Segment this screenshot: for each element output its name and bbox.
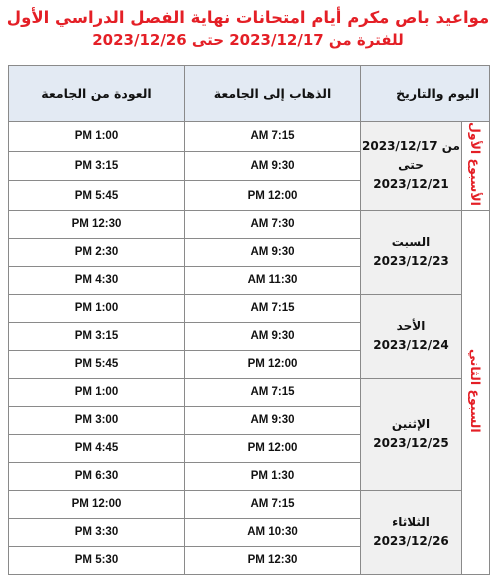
header-from-university: العودة من الجامعة	[9, 66, 185, 122]
day-line: السبت	[391, 235, 431, 250]
date-line: 2023/12/26	[373, 534, 449, 549]
return-time: 4:45 PM	[9, 434, 185, 462]
departure-time: 9:30 AM	[185, 238, 361, 266]
day-date-cell	[361, 122, 462, 211]
departure-time: 12:00 PM	[185, 434, 361, 462]
departure-time: 10:30 AM	[185, 518, 361, 546]
page-title: مواعيد باص مكرم أيام امتحانات نهاية الفصل الدراسي الأول	[6, 8, 490, 27]
day-date-cell	[361, 378, 462, 490]
bus-schedule-table	[8, 65, 490, 575]
week-label: الأسبوع الأول	[468, 122, 483, 206]
week-label: السبوع الثاني	[468, 348, 483, 433]
date-line: 2023/12/24	[373, 338, 449, 353]
return-time: 3:00 PM	[9, 406, 185, 434]
departure-time: 1:30 PM	[185, 462, 361, 490]
departure-time: 7:15 AM	[185, 378, 361, 406]
day-date-cell	[361, 210, 462, 294]
departure-time: 9:30 AM	[185, 151, 361, 181]
table-row	[9, 122, 490, 152]
page-subtitle: للفترة من 2023/12/17 حتى 2023/12/26	[92, 31, 404, 49]
departure-time: 9:30 AM	[185, 406, 361, 434]
departure-time: 9:30 AM	[185, 322, 361, 350]
return-time: 3:30 PM	[9, 518, 185, 546]
day-line: الإثنين	[391, 417, 431, 432]
return-time: 5:45 PM	[9, 350, 185, 378]
return-time: 1:00 PM	[9, 294, 185, 322]
return-time: 5:30 PM	[9, 546, 185, 574]
day-date-cell	[361, 490, 462, 574]
week-label-cell	[462, 210, 490, 574]
day-line: من 2023/12/17	[362, 139, 460, 154]
departure-time: 7:15 AM	[185, 490, 361, 518]
date-line: 2023/12/23	[373, 254, 449, 269]
return-time: 12:30 PM	[9, 210, 185, 238]
departure-time: 12:30 PM	[185, 546, 361, 574]
return-time: 2:30 PM	[9, 238, 185, 266]
departure-time: 11:30 AM	[185, 266, 361, 294]
departure-time: 7:15 AM	[185, 294, 361, 322]
header-day-date: اليوم والتاريخ	[361, 66, 490, 122]
departure-time: 12:00 PM	[185, 181, 361, 211]
table-row	[9, 490, 490, 518]
return-time: 4:30 PM	[9, 266, 185, 294]
return-time: 3:15 PM	[9, 322, 185, 350]
header-to-university: الذهاب إلى الجامعة	[185, 66, 361, 122]
table-row	[9, 294, 490, 322]
return-time: 5:45 PM	[9, 181, 185, 211]
day-line: الثلاثاء	[392, 515, 430, 530]
table-row	[9, 210, 490, 238]
day-date-cell	[361, 294, 462, 378]
return-time: 1:00 PM	[9, 122, 185, 152]
week-label-cell	[462, 122, 490, 211]
return-time: 6:30 PM	[9, 462, 185, 490]
departure-time: 12:00 PM	[185, 350, 361, 378]
return-time: 1:00 PM	[9, 378, 185, 406]
day-line: الأحد	[396, 319, 426, 334]
return-time: 3:15 PM	[9, 151, 185, 181]
date-line: حتى 2023/12/21	[373, 158, 449, 192]
table-row	[9, 378, 490, 406]
departure-time: 7:30 AM	[185, 210, 361, 238]
departure-time: 7:15 AM	[185, 122, 361, 152]
return-time: 12:00 PM	[9, 490, 185, 518]
date-line: 2023/12/25	[373, 436, 449, 451]
table-header-row	[9, 66, 490, 122]
